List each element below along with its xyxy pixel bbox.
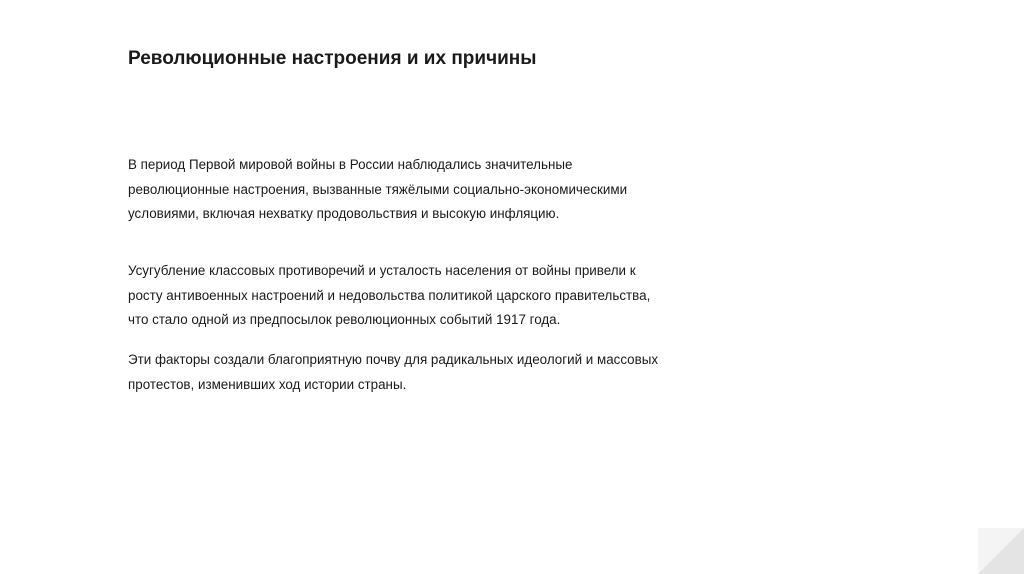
paragraph-line: что стало одной из предпосылок революционных событий 1917 года.	[128, 312, 561, 327]
paragraph-2	[128, 259, 650, 333]
paragraph-line: протестов, изменивших ход истории страны.	[128, 376, 407, 392]
paragraph-line: Эти факторы создали благоприятную почву для радикальных идеологий и массовых	[128, 352, 659, 367]
page-corner-fold	[978, 528, 1024, 574]
slide-title: Революционные настроения и их причины	[128, 48, 537, 69]
paragraph-3	[128, 348, 658, 397]
paragraph-line: росту антивоенных настроений и недовольства политикой царского правительства,	[128, 287, 651, 303]
paragraph-line: условиями, включая нехватку продовольствия и высокую инфляцию.	[128, 206, 560, 221]
paragraph-1	[128, 153, 627, 227]
paragraph-line: Усугубление классовых противоречий и усталость населения от войны привели к	[128, 263, 636, 278]
paragraph-line: революционные настроения, вызванные тяжёлыми социально-экономическими	[128, 181, 628, 197]
fold-flap	[978, 528, 1024, 574]
paragraph-line: В период Первой мировой войны в России наблюдались значительные	[128, 157, 573, 172]
